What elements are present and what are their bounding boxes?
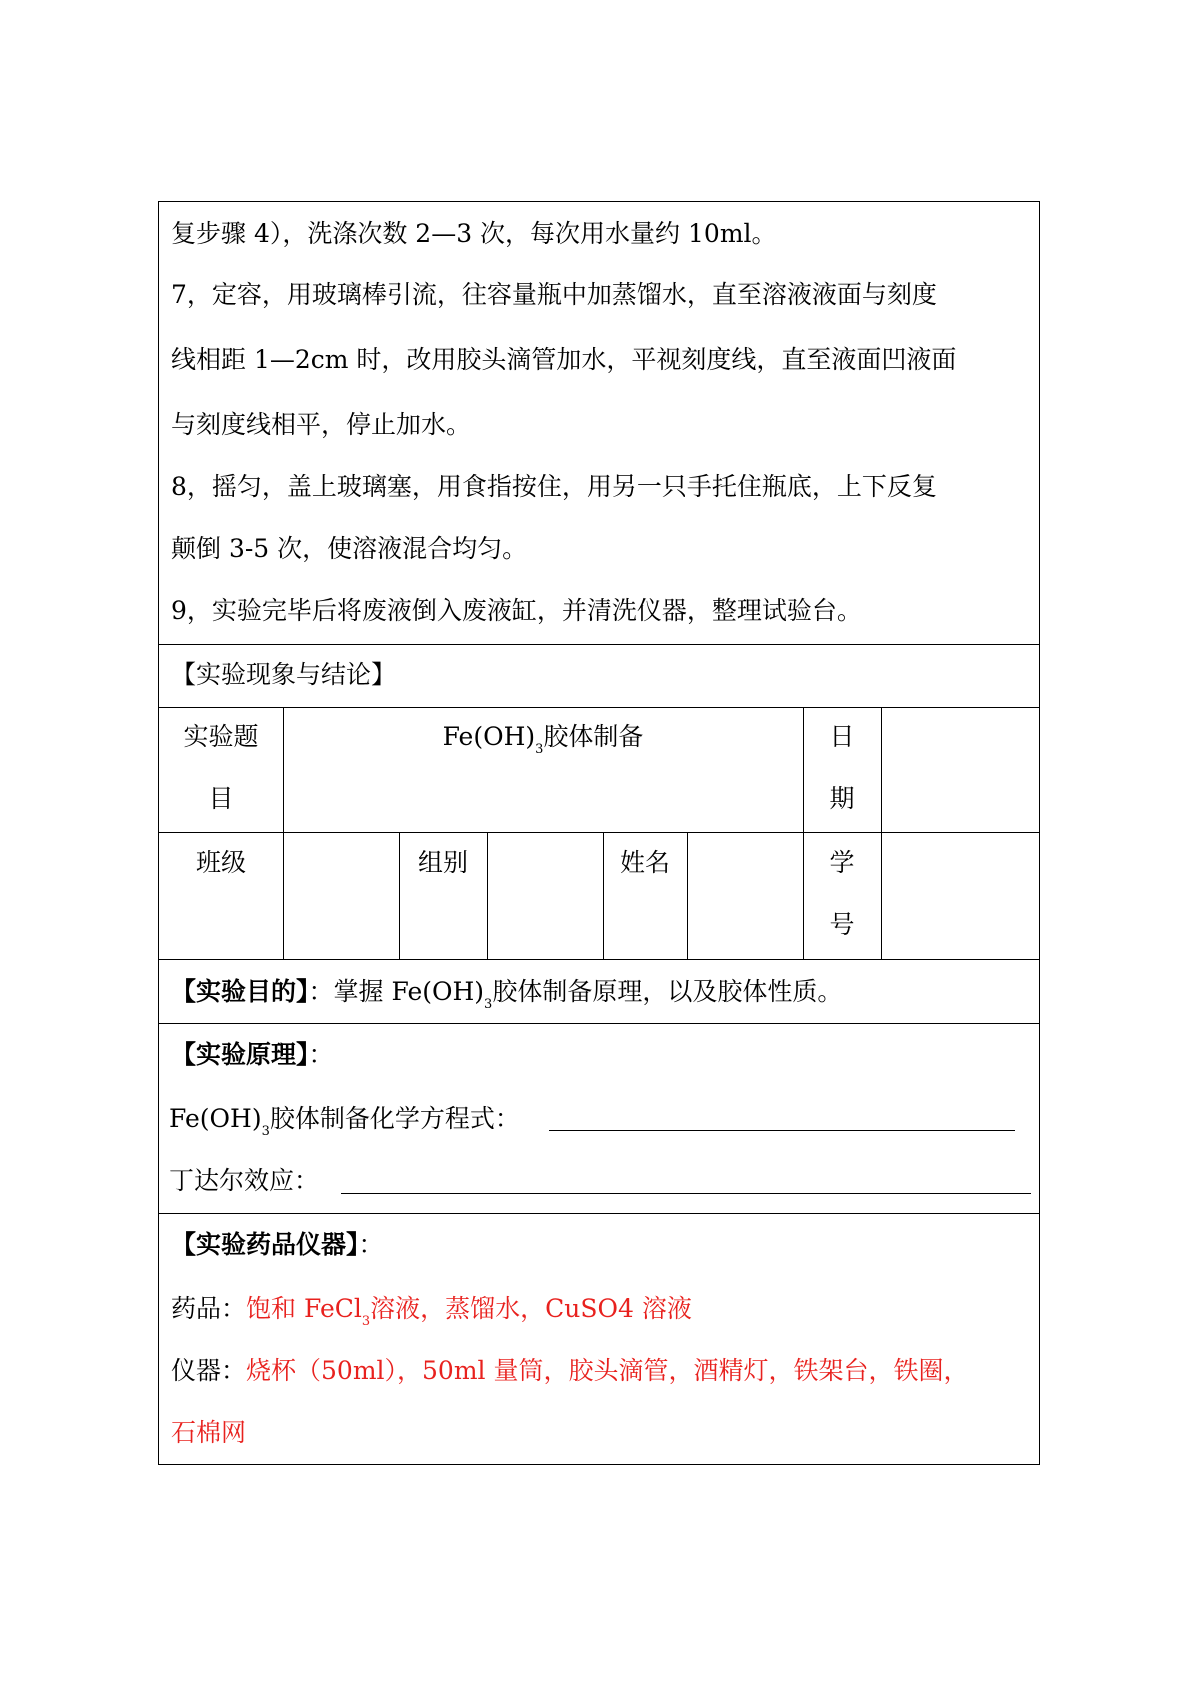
name-value[interactable]	[687, 832, 803, 959]
class-value[interactable]	[283, 832, 399, 959]
date-label-line1: 日	[829, 722, 855, 751]
document-frame	[158, 201, 1040, 1465]
materials-heading-text: 【实验药品仪器】	[171, 1230, 359, 1259]
date-label	[803, 722, 881, 814]
principle-heading	[171, 1040, 334, 1070]
student-id-label-line1: 学	[829, 848, 855, 877]
instruments-list-line2: 石棉网	[171, 1418, 247, 1447]
equation-line	[169, 1104, 520, 1139]
equation-pre: Fe(OH)	[169, 1104, 262, 1133]
principle-heading-text: 【实验原理】	[171, 1040, 309, 1069]
procedure-step9: 9，实验完毕后将废液倒入废液缸，并清洗仪器，整理试验台。	[171, 596, 862, 625]
instruments-label: 仪器：	[171, 1356, 247, 1385]
group-value[interactable]	[487, 832, 603, 959]
procedure-step6-tail: 复步骤 4），洗涤次数 2—3 次，每次用水量约 10ml。	[171, 219, 777, 248]
procedure-step7-line1: 7，定容，用玻璃棒引流，往容量瓶中加蒸馏水，直至溶液液面与刻度	[171, 280, 937, 309]
materials-heading	[171, 1230, 384, 1260]
experiment-title-value	[283, 722, 803, 757]
procedure-step7-line2: 线相距 1—2cm 时，改用胶头滴管加水，平视刻度线，直至液面凹液面	[171, 345, 957, 374]
procedure-step8-line1: 8，摇匀，盖上玻璃塞，用食指按住，用另一只手托住瓶底，上下反复	[171, 472, 937, 501]
divider	[159, 1023, 1039, 1024]
instruments-line	[171, 1356, 969, 1386]
group-label: 组别	[417, 848, 468, 877]
divider	[159, 959, 1039, 960]
tyndall-label: 丁达尔效应：	[169, 1166, 320, 1195]
instruments-list-line1: 烧杯（50ml），50ml 量筒，胶头滴管，酒精灯，铁架台，铁圈，	[246, 1356, 969, 1385]
phenomena-heading: 【实验现象与结论】	[171, 660, 397, 689]
equation-blank[interactable]	[549, 1130, 1015, 1131]
experiment-title-value-post: 胶体制备	[543, 722, 644, 751]
purpose-sub: 3	[484, 997, 493, 1012]
name-label: 姓名	[619, 848, 670, 877]
materials-colon: ：	[358, 1230, 384, 1259]
student-id-value[interactable]	[881, 832, 1041, 959]
student-id-label	[803, 848, 881, 940]
experiment-title-value-sub: 3	[535, 742, 544, 757]
drugs-post: 溶液，蒸馏水，CuSO4 溶液	[370, 1294, 692, 1323]
purpose-label: 【实验目的】	[171, 977, 309, 1006]
student-id-label-line2: 号	[829, 910, 855, 939]
drugs-sub: 3	[361, 1314, 371, 1329]
drugs-line	[171, 1294, 692, 1329]
purpose-line	[171, 977, 842, 1012]
equation-post: 胶体制备化学方程式：	[269, 1104, 520, 1133]
purpose-text-post: 胶体制备原理，以及胶体性质。	[492, 977, 843, 1006]
experiment-title-value-pre: Fe(OH)	[442, 722, 536, 751]
experiment-title-label	[159, 722, 283, 814]
experiment-title-label-line2: 目	[208, 784, 234, 813]
procedure-step8-line2: 颠倒 3-5 次，使溶液混合均匀。	[171, 534, 528, 563]
drugs-label: 药品：	[171, 1294, 247, 1323]
purpose-text-pre: ：掌握 Fe(OH)	[308, 977, 485, 1006]
principle-colon: ：	[308, 1040, 334, 1069]
date-value[interactable]	[881, 707, 1041, 832]
divider	[159, 1213, 1039, 1214]
drugs-list	[246, 1294, 692, 1329]
experiment-title-label-line1: 实验题	[183, 722, 259, 751]
tyndall-blank[interactable]	[341, 1193, 1031, 1194]
equation-sub: 3	[261, 1124, 270, 1139]
drugs-pre: 饱和 FeCl	[246, 1294, 362, 1323]
procedure-step7-line3: 与刻度线相平，停止加水。	[171, 410, 472, 439]
class-label: 班级	[195, 848, 246, 877]
divider	[159, 644, 1039, 645]
date-label-line2: 期	[829, 784, 855, 813]
